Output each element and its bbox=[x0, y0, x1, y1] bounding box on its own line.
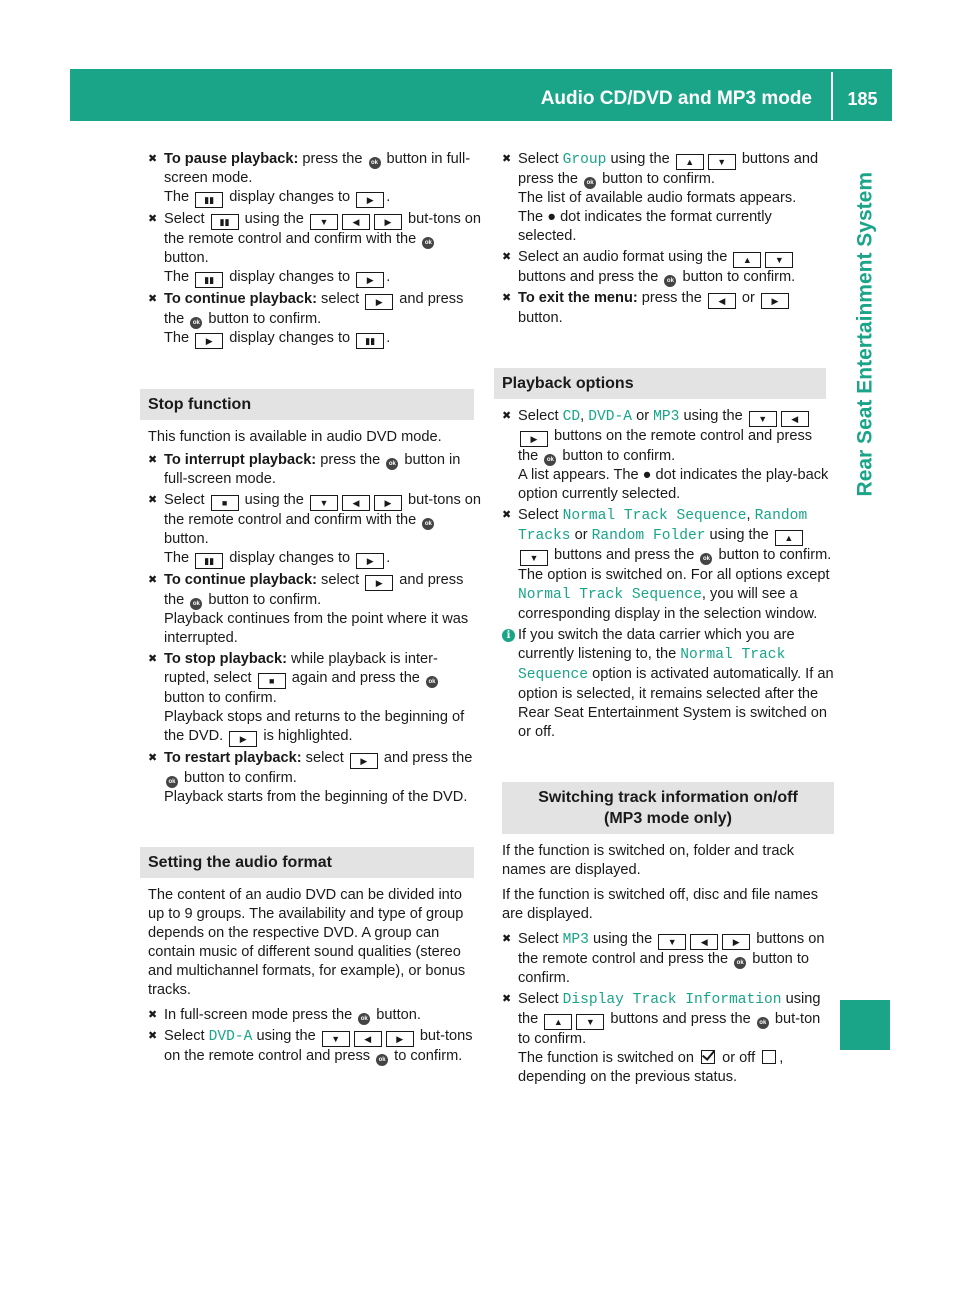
menu-item-normal-track-sequence: Normal Track Sequence bbox=[562, 508, 747, 524]
menu-item-dvd-a: DVD-A bbox=[208, 1029, 253, 1045]
ok-button-icon: ok bbox=[700, 553, 712, 565]
step-exit-menu: ✖ To exit the menu: press the ◀ or ▶ button. bbox=[502, 289, 834, 328]
side-tab bbox=[840, 172, 890, 932]
left-arrow-icon: ◀ bbox=[342, 495, 370, 511]
stop-icon: ■ bbox=[258, 673, 286, 689]
section-heading-audio-format: Setting the audio format bbox=[140, 847, 474, 878]
step-arrow-icon: ✖ bbox=[148, 293, 158, 305]
step-stop-playback: ✖ To stop playback: while playback is inter-rupted, select ■ again and press the ok button to confirm. Playback stops and returns to the beginning of the DVD. ▶ is highlighted. bbox=[148, 650, 482, 747]
right-column bbox=[502, 150, 834, 1089]
step-select-display-track-info: ✖ Select Display Track Information using the ▲ ▼ buttons and press the ok but-ton to confirm. The function is switched on or off , depending on the previous status. bbox=[502, 991, 821, 1085]
checkbox-checked-icon bbox=[701, 1050, 715, 1064]
left-arrow-icon: ◀ bbox=[690, 934, 718, 950]
menu-item-random-tracks: Random Tracks bbox=[518, 508, 808, 544]
menu-item-random-folder: Random Folder bbox=[591, 528, 706, 544]
step-arrow-icon: ✖ bbox=[502, 410, 512, 422]
step-arrow-icon: ✖ bbox=[148, 494, 158, 506]
ok-button-icon: ok bbox=[544, 454, 556, 466]
pause-icon: ▮▮ bbox=[356, 333, 384, 349]
side-tab-label: Rear Seat Entertainment System bbox=[853, 172, 876, 497]
left-arrow-icon: ◀ bbox=[708, 293, 736, 309]
down-arrow-icon: ▼ bbox=[310, 214, 338, 230]
ok-button-icon: ok bbox=[757, 1017, 769, 1029]
step-arrow-icon: ✖ bbox=[148, 574, 158, 586]
section-heading-track-info: Switching track information on/off (MP3 mode only) bbox=[502, 782, 834, 834]
ok-button-icon: ok bbox=[584, 177, 596, 189]
step-fullscreen: ✖ In full-screen mode press the ok button. bbox=[148, 1007, 421, 1023]
menu-item-normal-track-sequence: Normal Track Sequence bbox=[518, 587, 702, 603]
step-arrow-icon: ✖ bbox=[502, 933, 512, 945]
side-tab-marker bbox=[840, 1000, 890, 1050]
ok-button-icon: ok bbox=[422, 518, 434, 530]
up-arrow-icon: ▲ bbox=[775, 530, 803, 546]
ok-button-icon: ok bbox=[426, 676, 438, 688]
step-arrow-icon: ✖ bbox=[148, 153, 158, 165]
play-icon: ▶ bbox=[195, 333, 223, 349]
step-arrow-icon: ✖ bbox=[148, 1009, 158, 1021]
ok-button-icon: ok bbox=[358, 1013, 370, 1025]
play-icon: ▶ bbox=[229, 731, 257, 747]
play-icon: ▶ bbox=[386, 1031, 414, 1047]
step-select-mp3: ✖ Select MP3 using the ▼ ◀ ▶ buttons on the remote control and press the ok button to confirm. bbox=[502, 931, 825, 986]
ok-button-icon: ok bbox=[166, 776, 178, 788]
ok-button-icon: ok bbox=[190, 598, 202, 610]
menu-item-mp3: MP3 bbox=[562, 932, 589, 948]
pause-icon: ▮▮ bbox=[211, 214, 239, 230]
down-arrow-icon: ▼ bbox=[658, 934, 686, 950]
step-select-format: ✖ Select an audio format using the ▲ ▼ buttons and press the ok button to confirm. bbox=[502, 249, 796, 285]
left-arrow-icon: ◀ bbox=[354, 1031, 382, 1047]
track-info-on: If the function is switched on, folder and track names are displayed. bbox=[502, 843, 795, 878]
ok-button-icon: ok bbox=[422, 237, 434, 249]
left-column bbox=[148, 150, 482, 1068]
play-icon: ▶ bbox=[374, 495, 402, 511]
menu-item-normal-track-sequence: Normal Track Sequence bbox=[518, 647, 786, 683]
step-arrow-icon: ✖ bbox=[502, 251, 512, 263]
play-icon: ▶ bbox=[356, 192, 384, 208]
pause-icon: ▮▮ bbox=[195, 553, 223, 569]
step-select-stop: ✖ Select ■ using the ▼ ◀ ▶ but-tons on the remote control and confirm with the ok button. The ▮▮ display changes to ▶ . bbox=[148, 491, 482, 569]
checkbox-unchecked-icon bbox=[762, 1050, 776, 1064]
up-arrow-icon: ▲ bbox=[733, 252, 761, 268]
ok-button-icon: ok bbox=[734, 957, 746, 969]
menu-item-display-track-information: Display Track Information bbox=[562, 992, 782, 1008]
section-heading-stop: Stop function bbox=[140, 389, 474, 420]
ok-button-icon: ok bbox=[664, 275, 676, 287]
page-number: 185 bbox=[847, 89, 878, 109]
step-arrow-icon: ✖ bbox=[502, 153, 512, 165]
left-arrow-icon: ◀ bbox=[342, 214, 370, 230]
menu-item-mp3: MP3 bbox=[653, 409, 680, 425]
step-select-dvda: ✖ Select DVD-A using the ▼ ◀ ▶ but-tons on the remote control and press ok to confirm. bbox=[148, 1028, 473, 1064]
step-arrow-icon: ✖ bbox=[148, 454, 158, 466]
down-arrow-icon: ▼ bbox=[310, 495, 338, 511]
play-icon: ▶ bbox=[365, 575, 393, 591]
page-title: Audio CD/DVD and MP3 mode bbox=[540, 88, 812, 109]
menu-item-group: Group bbox=[562, 152, 607, 168]
play-icon: ▶ bbox=[520, 431, 548, 447]
up-arrow-icon: ▲ bbox=[544, 1014, 572, 1030]
step-restart: ✖ To restart playback: select ▶ and press the ok button to confirm. Playback starts from the beginning of the DVD. bbox=[148, 750, 473, 805]
step-continue-1: ✖ To continue playback: select ▶ and press the ok button to confirm. The ▶ display changes to ▮▮ . bbox=[148, 290, 482, 349]
ok-button-icon: ok bbox=[386, 458, 398, 470]
step-select-pause: ✖ Select ▮▮ using the ▼ ◀ ▶ but-tons on the remote control and confirm with the ok button. The ▮▮ display changes to ▶ . bbox=[148, 210, 482, 288]
down-arrow-icon: ▼ bbox=[708, 154, 736, 170]
down-arrow-icon: ▼ bbox=[322, 1031, 350, 1047]
step-select-option: ✖ Select Normal Track Sequence, Random Tracks or Random Folder using the ▲▼ buttons and press the ok button to confirm. The option is switched on. For all options except Normal Track Sequence, you will see a corresponding display in the selection window. bbox=[502, 507, 832, 622]
track-info-off: If the function is switched off, disc and file names are displayed. bbox=[502, 887, 819, 922]
format-intro: The content of an audio DVD can be divided into up to 9 groups. The availability and type of group depends on the respective DVD. A group can contain music of different sound qualities (stereo and multichannel formats, for example), or bonus tracks. bbox=[148, 887, 466, 998]
info-icon: i bbox=[502, 629, 515, 642]
step-arrow-icon: ✖ bbox=[502, 509, 512, 521]
step-select-source: ✖ Select CD, DVD-A or MP3 using the ▼ ◀▶ buttons on the remote control and press the ok button to confirm. A list appears. The ● dot indicates the play-back option currently selected. bbox=[502, 408, 829, 502]
ok-button-icon: ok bbox=[190, 317, 202, 329]
stop-intro: This function is available in audio DVD mode. bbox=[148, 429, 442, 445]
step-arrow-icon: ✖ bbox=[502, 292, 512, 304]
ok-button-icon: ok bbox=[376, 1054, 388, 1066]
down-arrow-icon: ▼ bbox=[576, 1014, 604, 1030]
pause-icon: ▮▮ bbox=[195, 192, 223, 208]
down-arrow-icon: ▼ bbox=[749, 411, 777, 427]
play-icon: ▶ bbox=[761, 293, 789, 309]
step-select-group: ✖ Select Group using the ▲ ▼ buttons and press the ok button to confirm. The list of available audio formats appears. The ● dot indicates the format currently selected. bbox=[502, 151, 819, 244]
play-icon: ▶ bbox=[365, 294, 393, 310]
play-icon: ▶ bbox=[356, 272, 384, 288]
step-continue-2: ✖ To continue playback: select ▶ and press the ok button to confirm. Playback continues from the point where it was interrupted. bbox=[148, 572, 469, 646]
down-arrow-icon: ▼ bbox=[765, 252, 793, 268]
left-arrow-icon: ◀ bbox=[781, 411, 809, 427]
stop-icon: ■ bbox=[211, 495, 239, 511]
pause-icon: ▮▮ bbox=[195, 272, 223, 288]
ok-button-icon: ok bbox=[369, 157, 381, 169]
menu-item-cd: CD bbox=[562, 409, 581, 425]
play-icon: ▶ bbox=[374, 214, 402, 230]
play-icon: ▶ bbox=[722, 934, 750, 950]
play-icon: ▶ bbox=[350, 753, 378, 769]
step-interrupt: ✖ To interrupt playback: press the ok button in full-screen mode. bbox=[148, 452, 461, 487]
step-arrow-icon: ✖ bbox=[148, 653, 158, 665]
step-arrow-icon: ✖ bbox=[148, 752, 158, 764]
section-heading-playback-options: Playback options bbox=[494, 368, 826, 399]
info-note: i If you switch the data carrier which you are currently listening to, the Normal Track Sequence option is activated automatically. If an option is selected, it remains selected after the Rear Seat Entertainment System is switched on or off. bbox=[502, 626, 834, 742]
down-arrow-icon: ▼ bbox=[520, 550, 548, 566]
play-icon: ▶ bbox=[356, 553, 384, 569]
up-arrow-icon: ▲ bbox=[676, 154, 704, 170]
menu-item-dvd-a: DVD-A bbox=[588, 409, 633, 425]
step-arrow-icon: ✖ bbox=[148, 213, 158, 225]
step-pause: ✖ To pause playback: press the ok button in full-screen mode. The ▮▮ display changes to ▶ . bbox=[148, 150, 482, 208]
step-arrow-icon: ✖ bbox=[148, 1030, 158, 1042]
step-arrow-icon: ✖ bbox=[502, 993, 512, 1005]
